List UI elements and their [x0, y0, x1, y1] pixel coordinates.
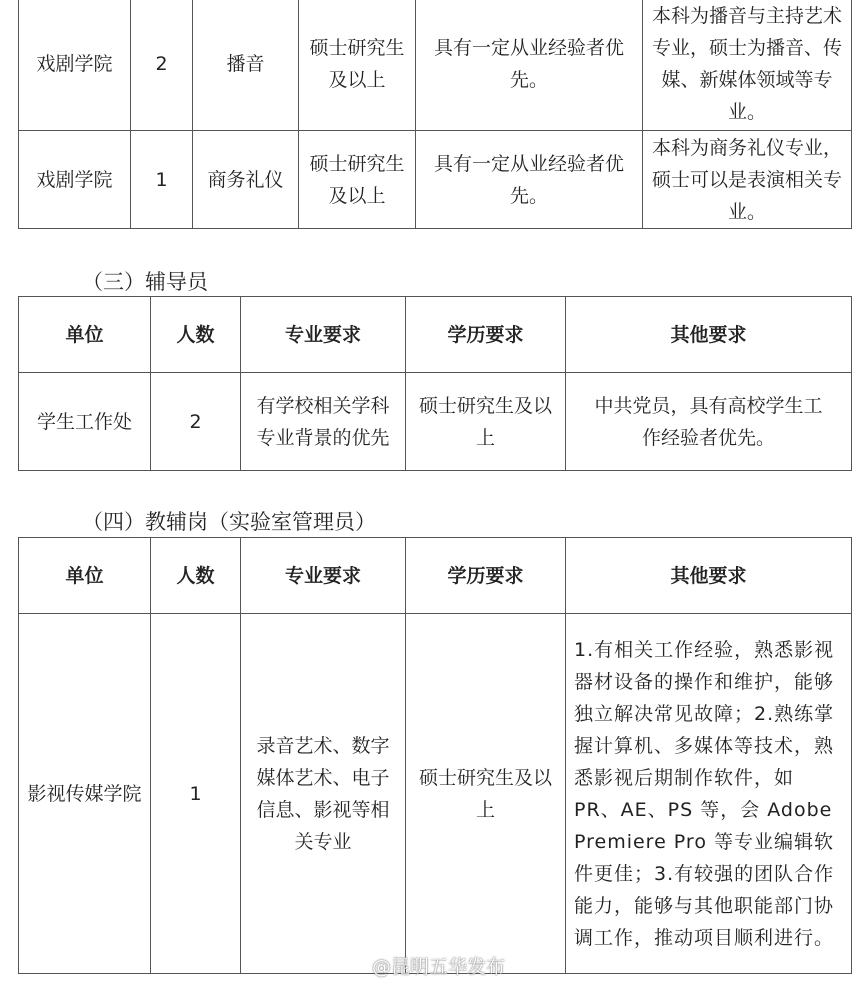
header-cell: 单位: [19, 297, 151, 373]
table-counselor: [18, 296, 852, 471]
header-cell: 专业要求: [241, 297, 406, 373]
cell: 本科为商务礼仪专业，硕士可以是表演相关专业。: [643, 131, 852, 229]
header-cell: 其他要求: [566, 297, 852, 373]
cell: 硕士研究生及以上: [406, 373, 566, 471]
table-row: [19, 614, 852, 974]
cell: 2: [151, 373, 241, 471]
header-cell: 学历要求: [406, 538, 566, 614]
table-row: [19, 0, 852, 131]
table-lab-admin: [18, 537, 852, 974]
table-header-row: [19, 297, 852, 373]
section-title-counselor: （三）辅导员: [82, 270, 208, 294]
header-cell: 学历要求: [406, 297, 566, 373]
cell: 1: [151, 614, 241, 974]
header-cell: 人数: [151, 538, 241, 614]
cell: 播音: [193, 0, 299, 131]
header-cell: 单位: [19, 538, 151, 614]
cell: 2: [131, 0, 193, 131]
header-cell: 人数: [151, 297, 241, 373]
table-header-row: [19, 538, 852, 614]
cell: 本科为播音与主持艺术专业，硕士为播音、传媒、新媒体领域等专业。: [643, 0, 852, 131]
cell: 商务礼仪: [193, 131, 299, 229]
cell: 录音艺术、数字媒体艺术、电子信息、影视等相关专业: [241, 614, 406, 974]
cell: 硕士研究生及以上: [299, 131, 416, 229]
cell: 具有一定从业经验者优先。: [416, 131, 643, 229]
cell: 戏剧学院: [19, 0, 131, 131]
header-cell: 其他要求: [566, 538, 852, 614]
cell: 戏剧学院: [19, 131, 131, 229]
cell: 影视传媒学院: [19, 614, 151, 974]
cell: 具有一定从业经验者优先。: [416, 0, 643, 131]
cell: 1: [131, 131, 193, 229]
cell: 硕士研究生及以上: [406, 614, 566, 974]
header-cell: 专业要求: [241, 538, 406, 614]
table-teaching-posts: [18, 0, 852, 229]
section-title-lab-admin: （四）教辅岗（实验室管理员）: [82, 510, 376, 534]
cell: 硕士研究生及以上: [299, 0, 416, 131]
cell: 学生工作处: [19, 373, 151, 471]
table-row: [19, 131, 852, 229]
watermark: @昆明五华发布: [372, 956, 506, 978]
cell: 1.有相关工作经验，熟悉影视器材设备的操作和维护，能够独立解决常见故障；2.熟练掌握计算机、多媒体等技术，熟悉影视后期制作软件，如 PR、AE、PS 等，会 Adobe Premiere Pro 等专业编辑软件更佳；3.有较强的团队合作能力，能够与其他职能部门协调工作，推动项目顺利进行。: [566, 614, 852, 974]
cell: 有学校相关学科专业背景的优先: [241, 373, 406, 471]
table-row: [19, 373, 852, 471]
cell: 中共党员，具有高校学生工作经验者优先。: [566, 373, 852, 471]
